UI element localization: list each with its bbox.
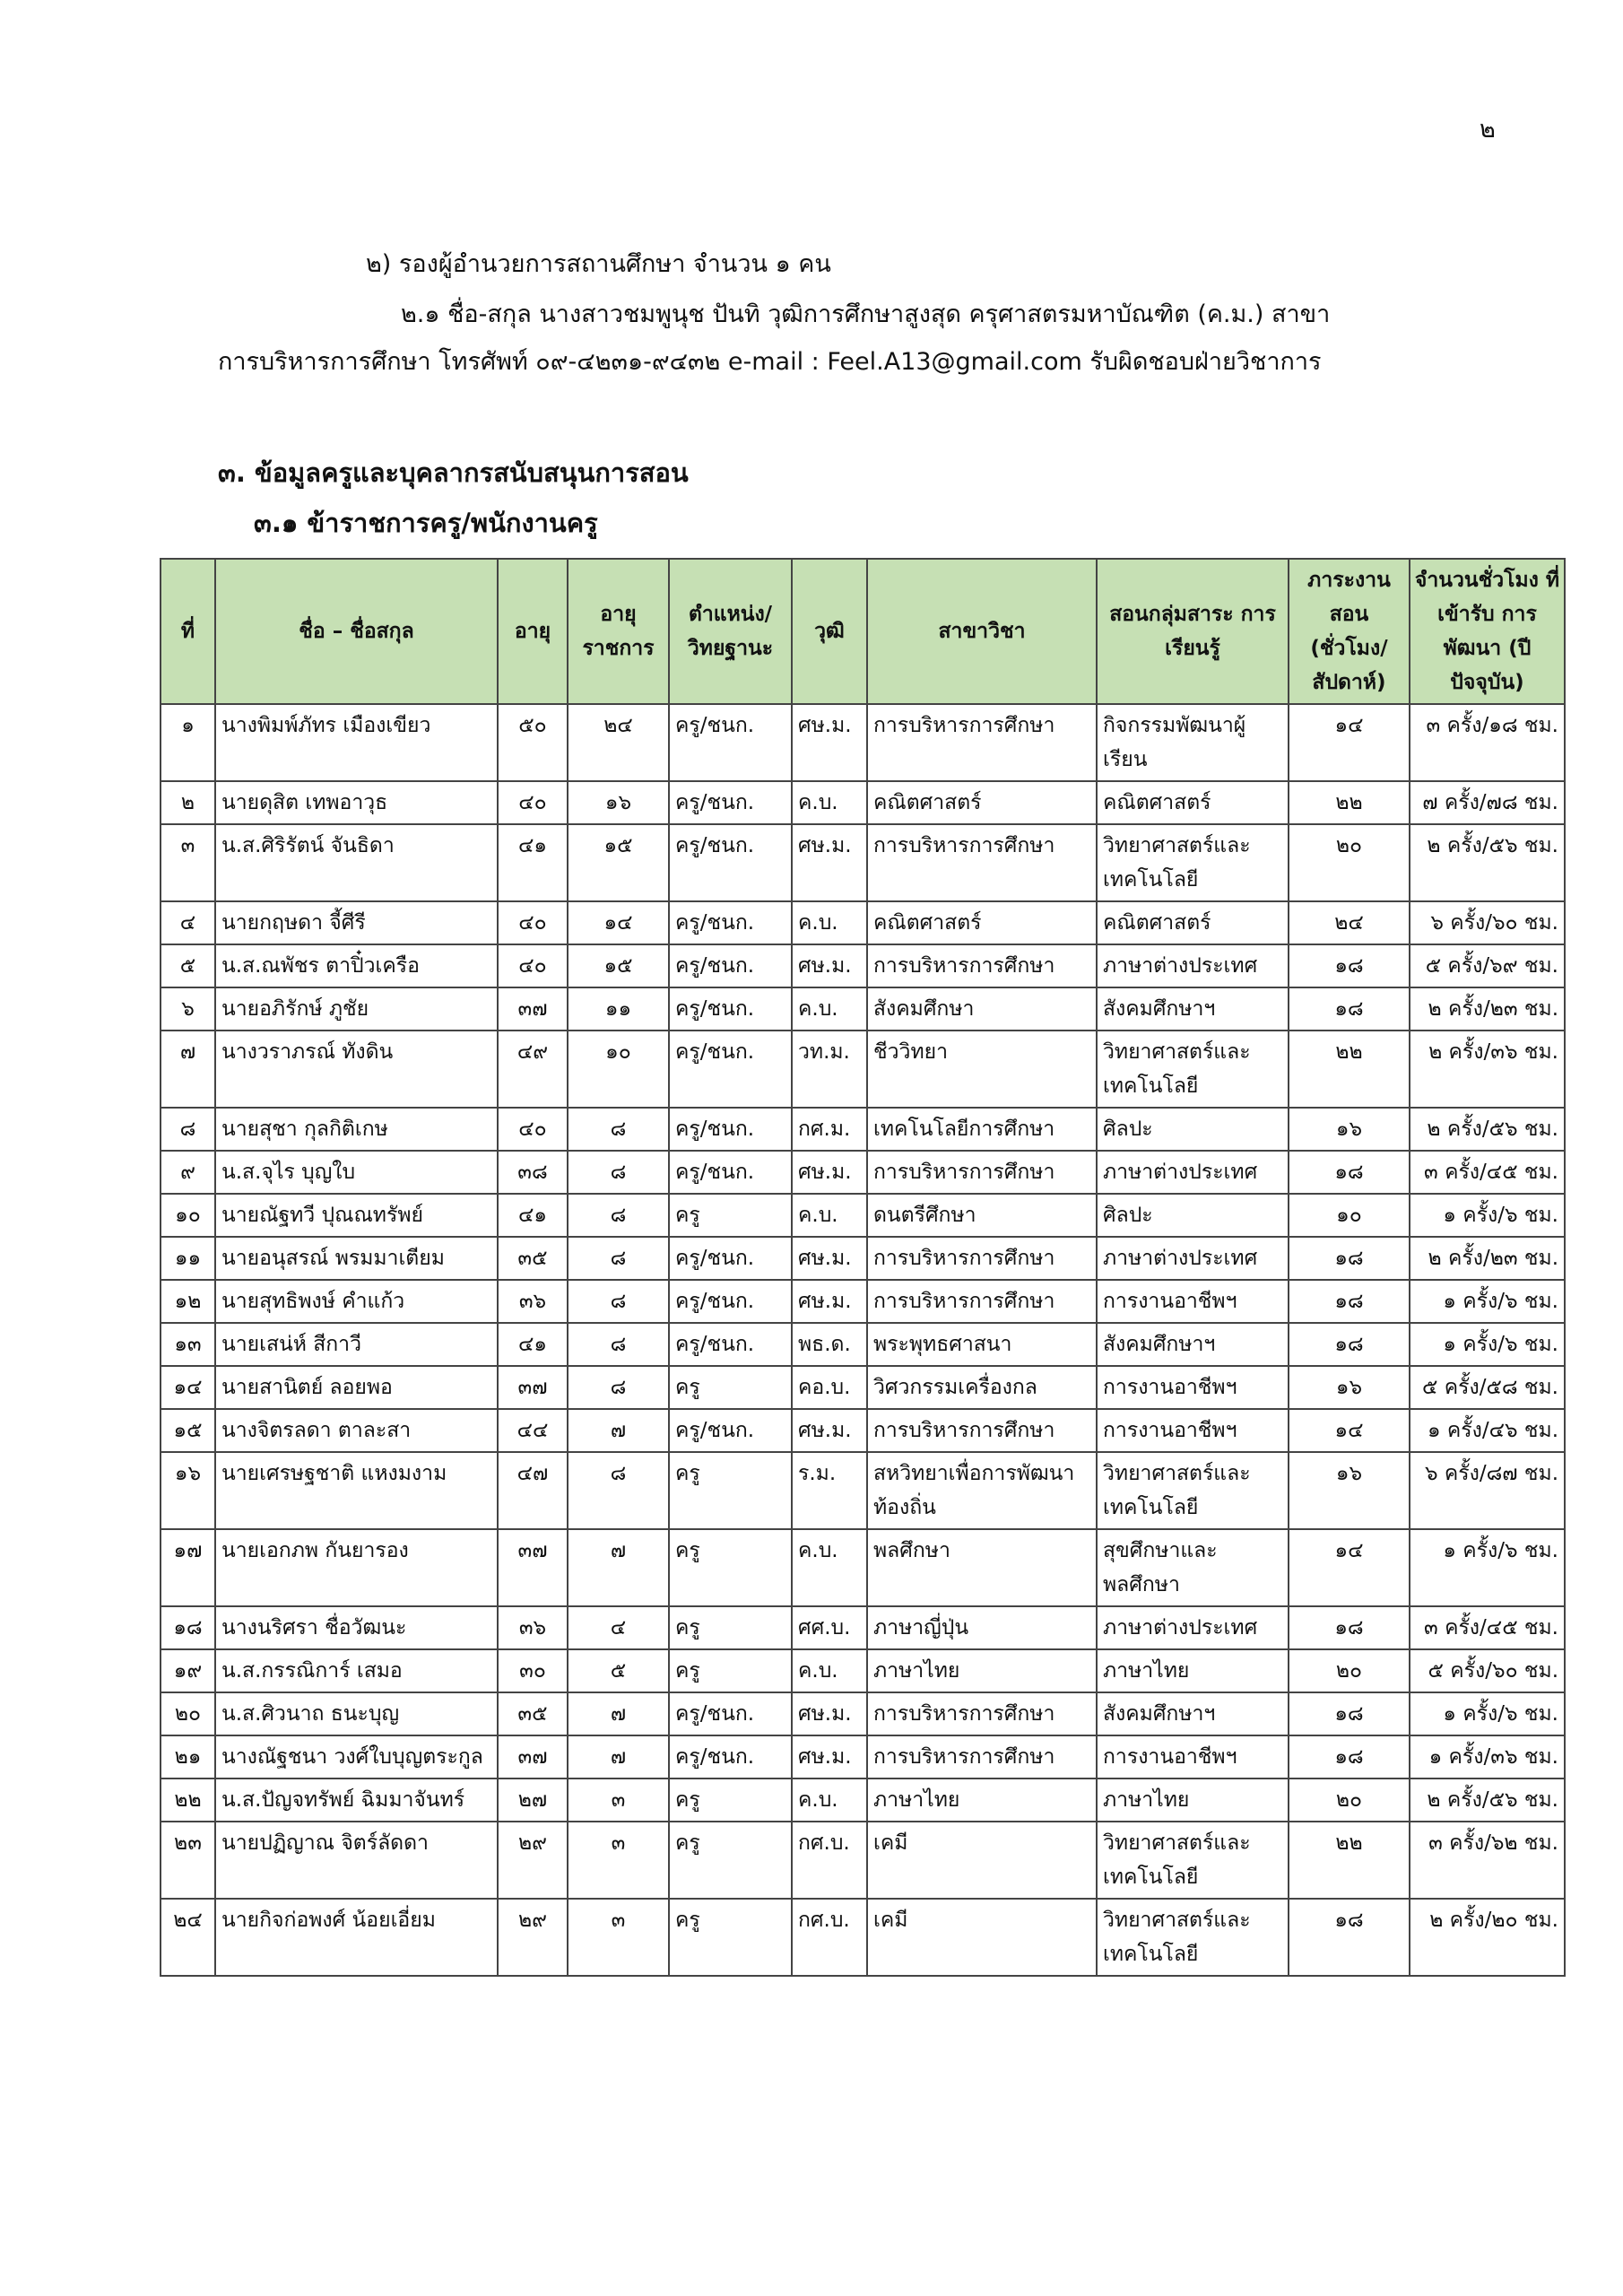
cell-position: ครู bbox=[669, 1366, 792, 1409]
cell-teaching-load: ๑๐ bbox=[1289, 1194, 1410, 1237]
cell-major: การบริหารการศึกษา bbox=[867, 1409, 1097, 1452]
cell-position: ครู/ชนก. bbox=[669, 987, 792, 1031]
cell-training-hours: ๓ ครั้ง/๖๒ ชม. bbox=[1410, 1822, 1565, 1899]
cell-service-years: ๓ bbox=[568, 1822, 669, 1899]
cell-service-years: ๘ bbox=[568, 1194, 669, 1237]
cell-no: ๒๑ bbox=[161, 1735, 215, 1779]
cell-no: ๑๗ bbox=[161, 1529, 215, 1606]
cell-training-hours: ๖ ครั้ง/๘๗ ชม. bbox=[1410, 1452, 1565, 1529]
cell-training-hours: ๑ ครั้ง/๖ ชม. bbox=[1410, 1323, 1565, 1366]
table-row bbox=[161, 824, 1565, 901]
section3-subheading: ๓.๑ ข้าราชการครู/พนักงานครู bbox=[254, 508, 598, 538]
cell-name: นางพิมพ์ภัทร เมืองเขียว bbox=[215, 704, 498, 781]
cell-teaching-load: ๑๘ bbox=[1289, 1692, 1410, 1735]
cell-major: เทคโนโลยีการศึกษา bbox=[867, 1108, 1097, 1151]
cell-degree: ค.บ. bbox=[792, 1779, 867, 1822]
table-row bbox=[161, 1779, 1565, 1822]
cell-training-hours: ๑ ครั้ง/๖ ชม. bbox=[1410, 1529, 1565, 1606]
cell-training-hours: ๑ ครั้ง/๔๖ ชม. bbox=[1410, 1409, 1565, 1452]
table-row bbox=[161, 1031, 1565, 1108]
cell-training-hours: ๓ ครั้ง/๑๘ ชม. bbox=[1410, 704, 1565, 781]
cell-teaching-load: ๒๐ bbox=[1289, 824, 1410, 901]
table-row bbox=[161, 1606, 1565, 1649]
cell-position: ครู/ชนก. bbox=[669, 1280, 792, 1323]
cell-age: ๔๑ bbox=[498, 1194, 568, 1237]
cell-age: ๓๗ bbox=[498, 1366, 568, 1409]
cell-teaching-load: ๑๘ bbox=[1289, 1606, 1410, 1649]
cell-training-hours: ๒ ครั้ง/๕๖ ชม. bbox=[1410, 1108, 1565, 1151]
cell-name: นายสุชา กุลกิติเกษ bbox=[215, 1108, 498, 1151]
cell-training-hours: ๕ ครั้ง/๖๐ ชม. bbox=[1410, 1649, 1565, 1692]
cell-name: นางณัฐชนา วงศ์ใบบุญตระกูล bbox=[215, 1735, 498, 1779]
cell-name: น.ส.กรรณิการ์ เสมอ bbox=[215, 1649, 498, 1692]
cell-training-hours: ๒ ครั้ง/๒๓ ชม. bbox=[1410, 987, 1565, 1031]
cell-major: การบริหารการศึกษา bbox=[867, 1237, 1097, 1280]
table-row bbox=[161, 1735, 1565, 1779]
cell-service-years: ๑๑ bbox=[568, 987, 669, 1031]
cell-training-hours: ๒ ครั้ง/๓๖ ชม. bbox=[1410, 1031, 1565, 1108]
cell-teaching-load: ๒๐ bbox=[1289, 1649, 1410, 1692]
cell-training-hours: ๑ ครั้ง/๖ ชม. bbox=[1410, 1692, 1565, 1735]
cell-subject-group: การงานอาชีพฯ bbox=[1097, 1735, 1289, 1779]
cell-no: ๒๒ bbox=[161, 1779, 215, 1822]
cell-subject-group: การงานอาชีพฯ bbox=[1097, 1409, 1289, 1452]
cell-name: นายสุทธิพงษ์ คำแก้ว bbox=[215, 1280, 498, 1323]
cell-name: นายดุสิต เทพอาวุธ bbox=[215, 781, 498, 824]
cell-age: ๓๗ bbox=[498, 1529, 568, 1606]
cell-age: ๓๕ bbox=[498, 1692, 568, 1735]
cell-service-years: ๔ bbox=[568, 1606, 669, 1649]
cell-major: เคมี bbox=[867, 1899, 1097, 1976]
cell-teaching-load: ๑๘ bbox=[1289, 1151, 1410, 1194]
header-major: สาขาวิชา bbox=[867, 559, 1097, 704]
cell-degree: ศษ.ม. bbox=[792, 1735, 867, 1779]
cell-position: ครู bbox=[669, 1194, 792, 1237]
cell-position: ครู/ชนก. bbox=[669, 1151, 792, 1194]
table-row bbox=[161, 1108, 1565, 1151]
cell-service-years: ๓ bbox=[568, 1779, 669, 1822]
cell-subject-group: ภาษาต่างประเทศ bbox=[1097, 1151, 1289, 1194]
cell-degree: ศษ.ม. bbox=[792, 1237, 867, 1280]
cell-subject-group: ภาษาต่างประเทศ bbox=[1097, 1606, 1289, 1649]
page-number: ๒ bbox=[1480, 116, 1496, 144]
cell-major: ดนตรีศึกษา bbox=[867, 1194, 1097, 1237]
cell-position: ครู/ชนก. bbox=[669, 901, 792, 944]
cell-teaching-load: ๑๘ bbox=[1289, 1237, 1410, 1280]
cell-major: คณิตศาสตร์ bbox=[867, 901, 1097, 944]
cell-name: นางวราภรณ์ ทังดิน bbox=[215, 1031, 498, 1108]
cell-training-hours: ๖ ครั้ง/๖๐ ชม. bbox=[1410, 901, 1565, 944]
cell-major: ภาษาญี่ปุ่น bbox=[867, 1606, 1097, 1649]
cell-subject-group: ภาษาไทย bbox=[1097, 1779, 1289, 1822]
cell-age: ๒๙ bbox=[498, 1822, 568, 1899]
cell-training-hours: ๒ ครั้ง/๒๐ ชม. bbox=[1410, 1899, 1565, 1976]
cell-no: ๑๖ bbox=[161, 1452, 215, 1529]
cell-service-years: ๒๔ bbox=[568, 704, 669, 781]
cell-name: นายณัฐทวี ปุณณทรัพย์ bbox=[215, 1194, 498, 1237]
cell-age: ๒๗ bbox=[498, 1779, 568, 1822]
cell-training-hours: ๑ ครั้ง/๓๖ ชม. bbox=[1410, 1735, 1565, 1779]
cell-service-years: ๘ bbox=[568, 1366, 669, 1409]
cell-training-hours: ๓ ครั้ง/๔๕ ชม. bbox=[1410, 1151, 1565, 1194]
cell-no: ๘ bbox=[161, 1108, 215, 1151]
cell-age: ๔๑ bbox=[498, 824, 568, 901]
cell-service-years: ๑๐ bbox=[568, 1031, 669, 1108]
cell-degree: กศ.ม. bbox=[792, 1108, 867, 1151]
cell-teaching-load: ๒๒ bbox=[1289, 1031, 1410, 1108]
cell-age: ๔๐ bbox=[498, 1108, 568, 1151]
cell-major: การบริหารการศึกษา bbox=[867, 1692, 1097, 1735]
cell-age: ๕๐ bbox=[498, 704, 568, 781]
cell-degree: กศ.บ. bbox=[792, 1822, 867, 1899]
cell-name: นายอภิรักษ์ ภูชัย bbox=[215, 987, 498, 1031]
cell-no: ๒๐ bbox=[161, 1692, 215, 1735]
cell-service-years: ๗ bbox=[568, 1529, 669, 1606]
cell-subject-group: คณิตศาสตร์ bbox=[1097, 901, 1289, 944]
cell-teaching-load: ๒๒ bbox=[1289, 1822, 1410, 1899]
table-row bbox=[161, 944, 1565, 987]
cell-teaching-load: ๑๖ bbox=[1289, 1452, 1410, 1529]
cell-name: น.ส.ณพัชร ตาปิ๋วเครือ bbox=[215, 944, 498, 987]
cell-subject-group: กิจกรรมพัฒนาผู้เรียน bbox=[1097, 704, 1289, 781]
cell-position: ครู bbox=[669, 1822, 792, 1899]
cell-degree: ค.บ. bbox=[792, 1529, 867, 1606]
cell-teaching-load: ๑๘ bbox=[1289, 1735, 1410, 1779]
cell-degree: ค.บ. bbox=[792, 901, 867, 944]
cell-name: นายเสน่ห์ สีกาวี bbox=[215, 1323, 498, 1366]
cell-no: ๑๐ bbox=[161, 1194, 215, 1237]
cell-position: ครู/ชนก. bbox=[669, 1692, 792, 1735]
cell-position: ครู/ชนก. bbox=[669, 1409, 792, 1452]
cell-major: การบริหารการศึกษา bbox=[867, 944, 1097, 987]
cell-position: ครู/ชนก. bbox=[669, 944, 792, 987]
cell-teaching-load: ๑๘ bbox=[1289, 987, 1410, 1031]
cell-name: นายปฏิญาณ จิตร์ลัดดา bbox=[215, 1822, 498, 1899]
cell-major: การบริหารการศึกษา bbox=[867, 1735, 1097, 1779]
cell-no: ๑๑ bbox=[161, 1237, 215, 1280]
cell-degree: กศ.บ. bbox=[792, 1899, 867, 1976]
cell-major: การบริหารการศึกษา bbox=[867, 1151, 1097, 1194]
cell-teaching-load: ๑๖ bbox=[1289, 1366, 1410, 1409]
table-row bbox=[161, 1649, 1565, 1692]
cell-teaching-load: ๑๘ bbox=[1289, 1280, 1410, 1323]
cell-service-years: ๕ bbox=[568, 1649, 669, 1692]
cell-subject-group: สังคมศึกษาฯ bbox=[1097, 987, 1289, 1031]
cell-age: ๔๐ bbox=[498, 901, 568, 944]
header-age: อายุ bbox=[498, 559, 568, 704]
cell-subject-group: วิทยาศาสตร์และเทคโนโลยี bbox=[1097, 1899, 1289, 1976]
cell-subject-group: วิทยาศาสตร์และเทคโนโลยี bbox=[1097, 824, 1289, 901]
cell-position: ครู/ชนก. bbox=[669, 1108, 792, 1151]
cell-degree: ค.บ. bbox=[792, 987, 867, 1031]
cell-no: ๑๘ bbox=[161, 1606, 215, 1649]
cell-no: ๑๔ bbox=[161, 1366, 215, 1409]
cell-no: ๑๙ bbox=[161, 1649, 215, 1692]
cell-service-years: ๗ bbox=[568, 1735, 669, 1779]
cell-no: ๒๓ bbox=[161, 1822, 215, 1899]
cell-major: ชีววิทยา bbox=[867, 1031, 1097, 1108]
header-no: ที่ bbox=[161, 559, 215, 704]
cell-subject-group: คณิตศาสตร์ bbox=[1097, 781, 1289, 824]
cell-position: ครู/ชนก. bbox=[669, 824, 792, 901]
cell-subject-group: สังคมศึกษาฯ bbox=[1097, 1692, 1289, 1735]
cell-service-years: ๘ bbox=[568, 1108, 669, 1151]
cell-major: คณิตศาสตร์ bbox=[867, 781, 1097, 824]
table-header-row bbox=[161, 559, 1565, 704]
table-row bbox=[161, 1899, 1565, 1976]
cell-name: นางนริศรา ชื่อวัฒนะ bbox=[215, 1606, 498, 1649]
cell-degree: ศศ.บ. bbox=[792, 1606, 867, 1649]
cell-position: ครู bbox=[669, 1452, 792, 1529]
cell-degree: ศษ.ม. bbox=[792, 704, 867, 781]
cell-no: ๑๕ bbox=[161, 1409, 215, 1452]
cell-service-years: ๑๖ bbox=[568, 781, 669, 824]
cell-no: ๑ bbox=[161, 704, 215, 781]
cell-service-years: ๘ bbox=[568, 1323, 669, 1366]
table-row bbox=[161, 1692, 1565, 1735]
cell-subject-group: วิทยาศาสตร์และเทคโนโลยี bbox=[1097, 1031, 1289, 1108]
cell-major: การบริหารการศึกษา bbox=[867, 824, 1097, 901]
cell-teaching-load: ๑๘ bbox=[1289, 1899, 1410, 1976]
cell-service-years: ๘ bbox=[568, 1237, 669, 1280]
cell-service-years: ๗ bbox=[568, 1409, 669, 1452]
cell-degree: ค.บ. bbox=[792, 1649, 867, 1692]
header-teaching-load: ภาระงาน สอน (ชั่วโมง/ สัปดาห์) bbox=[1289, 559, 1410, 704]
cell-age: ๔๐ bbox=[498, 781, 568, 824]
cell-position: ครู bbox=[669, 1529, 792, 1606]
header-subject-group: สอนกลุ่มสาระ การเรียนรู้ bbox=[1097, 559, 1289, 704]
cell-training-hours: ๑ ครั้ง/๖ ชม. bbox=[1410, 1280, 1565, 1323]
cell-teaching-load: ๒๐ bbox=[1289, 1779, 1410, 1822]
cell-service-years: ๑๔ bbox=[568, 901, 669, 944]
cell-subject-group: ศิลปะ bbox=[1097, 1108, 1289, 1151]
table-row bbox=[161, 1151, 1565, 1194]
cell-age: ๔๐ bbox=[498, 944, 568, 987]
cell-subject-group: สุขศึกษาและพลศึกษา bbox=[1097, 1529, 1289, 1606]
table-row bbox=[161, 1194, 1565, 1237]
cell-teaching-load: ๑๔ bbox=[1289, 704, 1410, 781]
cell-teaching-load: ๑๖ bbox=[1289, 1108, 1410, 1151]
cell-teaching-load: ๒๔ bbox=[1289, 901, 1410, 944]
cell-degree: ร.ม. bbox=[792, 1452, 867, 1529]
cell-teaching-load: ๑๘ bbox=[1289, 1323, 1410, 1366]
cell-no: ๗ bbox=[161, 1031, 215, 1108]
table-row bbox=[161, 1323, 1565, 1366]
table-row bbox=[161, 1366, 1565, 1409]
cell-no: ๑๒ bbox=[161, 1280, 215, 1323]
cell-teaching-load: ๑๔ bbox=[1289, 1409, 1410, 1452]
cell-service-years: ๘ bbox=[568, 1151, 669, 1194]
cell-service-years: ๗ bbox=[568, 1692, 669, 1735]
cell-name: นายเอกภพ กันยารอง bbox=[215, 1529, 498, 1606]
cell-major: เคมี bbox=[867, 1822, 1097, 1899]
cell-major: สหวิทยาเพื่อการพัฒนาท้องถิ่น bbox=[867, 1452, 1097, 1529]
cell-major: พลศึกษา bbox=[867, 1529, 1097, 1606]
cell-name: นายเศรษฐชาติ แหงมงาม bbox=[215, 1452, 498, 1529]
cell-name: นายกฤษดา จี้ศีรี bbox=[215, 901, 498, 944]
table-row bbox=[161, 781, 1565, 824]
cell-position: ครู/ชนก. bbox=[669, 704, 792, 781]
cell-name: นายอนุสรณ์ พรมมาเตียม bbox=[215, 1237, 498, 1280]
cell-position: ครู bbox=[669, 1779, 792, 1822]
cell-no: ๒ bbox=[161, 781, 215, 824]
cell-age: ๓๗ bbox=[498, 987, 568, 1031]
cell-degree: คอ.บ. bbox=[792, 1366, 867, 1409]
cell-training-hours: ๒ ครั้ง/๕๖ ชม. bbox=[1410, 824, 1565, 901]
section2-heading: ๒) รองผู้อำนวยการสถานศึกษา จำนวน ๑ คน bbox=[366, 250, 831, 278]
header-name: ชื่อ – ชื่อสกุล bbox=[215, 559, 498, 704]
section3-heading: ๓. ข้อมูลครูและบุคลากรสนับสนุนการสอน bbox=[218, 457, 689, 488]
cell-age: ๔๗ bbox=[498, 1452, 568, 1529]
cell-position: ครู bbox=[669, 1606, 792, 1649]
header-service-years: อายุ ราชการ bbox=[568, 559, 669, 704]
cell-age: ๔๔ bbox=[498, 1409, 568, 1452]
cell-subject-group: ภาษาไทย bbox=[1097, 1649, 1289, 1692]
cell-position: ครู/ชนก. bbox=[669, 1735, 792, 1779]
cell-major: พระพุทธศาสนา bbox=[867, 1323, 1097, 1366]
cell-name: น.ส.ศิริรัตน์ จันธิดา bbox=[215, 824, 498, 901]
cell-subject-group: การงานอาชีพฯ bbox=[1097, 1280, 1289, 1323]
cell-name: น.ส.ศิวนาถ ธนะบุญ bbox=[215, 1692, 498, 1735]
cell-service-years: ๓ bbox=[568, 1899, 669, 1976]
cell-no: ๙ bbox=[161, 1151, 215, 1194]
cell-age: ๓๘ bbox=[498, 1151, 568, 1194]
cell-no: ๔ bbox=[161, 901, 215, 944]
cell-teaching-load: ๑๘ bbox=[1289, 944, 1410, 987]
cell-name: นางจิตรลดา ตาละสา bbox=[215, 1409, 498, 1452]
table-row bbox=[161, 987, 1565, 1031]
cell-major: ภาษาไทย bbox=[867, 1779, 1097, 1822]
cell-service-years: ๑๕ bbox=[568, 824, 669, 901]
cell-training-hours: ๕ ครั้ง/๖๙ ชม. bbox=[1410, 944, 1565, 987]
cell-degree: ศษ.ม. bbox=[792, 1280, 867, 1323]
cell-degree: ศษ.ม. bbox=[792, 944, 867, 987]
cell-age: ๓๐ bbox=[498, 1649, 568, 1692]
table-row bbox=[161, 1529, 1565, 1606]
cell-no: ๖ bbox=[161, 987, 215, 1031]
cell-age: ๔๑ bbox=[498, 1323, 568, 1366]
header-training-hours: จำนวนชั่วโมง ที่เข้ารับ การพัฒนา (ปีปัจจุบัน) bbox=[1410, 559, 1565, 704]
cell-training-hours: ๕ ครั้ง/๕๘ ชม. bbox=[1410, 1366, 1565, 1409]
cell-degree: ศษ.ม. bbox=[792, 824, 867, 901]
cell-name: น.ส.ปัญจทรัพย์ ฉิมมาจันทร์ bbox=[215, 1779, 498, 1822]
cell-subject-group: วิทยาศาสตร์และเทคโนโลยี bbox=[1097, 1822, 1289, 1899]
cell-subject-group: วิทยาศาสตร์และเทคโนโลยี bbox=[1097, 1452, 1289, 1529]
cell-name: นายสานิตย์ ลอยพอ bbox=[215, 1366, 498, 1409]
table-row bbox=[161, 901, 1565, 944]
cell-degree: ค.บ. bbox=[792, 1194, 867, 1237]
table-row bbox=[161, 1280, 1565, 1323]
cell-degree: ศษ.ม. bbox=[792, 1692, 867, 1735]
cell-degree: ค.บ. bbox=[792, 781, 867, 824]
cell-no: ๓ bbox=[161, 824, 215, 901]
cell-degree: วท.ม. bbox=[792, 1031, 867, 1108]
header-position: ตำแหน่ง/ วิทยฐานะ bbox=[669, 559, 792, 704]
cell-training-hours: ๒ ครั้ง/๕๖ ชม. bbox=[1410, 1779, 1565, 1822]
header-degree: วุฒิ bbox=[792, 559, 867, 704]
table-row bbox=[161, 704, 1565, 781]
cell-degree: ศษ.ม. bbox=[792, 1151, 867, 1194]
cell-degree: ศษ.ม. bbox=[792, 1409, 867, 1452]
cell-age: ๓๖ bbox=[498, 1606, 568, 1649]
deputy-director-line1: ๒.๑ ชื่อ-สกุล นางสาวชมพูนุช ปันทิ วุฒิการศึกษาสูงสุด ครุศาสตรมหาบัณฑิต (ค.ม.) สาขา bbox=[401, 300, 1331, 328]
cell-service-years: ๑๕ bbox=[568, 944, 669, 987]
cell-major: วิศวกรรมเครื่องกล bbox=[867, 1366, 1097, 1409]
table-row bbox=[161, 1237, 1565, 1280]
cell-age: ๓๕ bbox=[498, 1237, 568, 1280]
cell-degree: พธ.ด. bbox=[792, 1323, 867, 1366]
cell-training-hours: ๗ ครั้ง/๗๘ ชม. bbox=[1410, 781, 1565, 824]
table-row bbox=[161, 1822, 1565, 1899]
cell-age: ๓๗ bbox=[498, 1735, 568, 1779]
cell-age: ๓๖ bbox=[498, 1280, 568, 1323]
cell-training-hours: ๓ ครั้ง/๔๕ ชม. bbox=[1410, 1606, 1565, 1649]
cell-no: ๑๓ bbox=[161, 1323, 215, 1366]
cell-subject-group: การงานอาชีพฯ bbox=[1097, 1366, 1289, 1409]
cell-subject-group: สังคมศึกษาฯ bbox=[1097, 1323, 1289, 1366]
deputy-director-line2: การบริหารการศึกษา โทรศัพท์ ๐๙-๔๒๓๑-๙๔๓๒ e-mail : Feel.A13@gmail.com รับผิดชอบฝ่ายวิชาการ bbox=[218, 348, 1322, 376]
table-row bbox=[161, 1409, 1565, 1452]
cell-age: ๔๙ bbox=[498, 1031, 568, 1108]
cell-major: การบริหารการศึกษา bbox=[867, 1280, 1097, 1323]
table-row bbox=[161, 1452, 1565, 1529]
cell-no: ๕ bbox=[161, 944, 215, 987]
cell-service-years: ๘ bbox=[568, 1452, 669, 1529]
cell-major: การบริหารการศึกษา bbox=[867, 704, 1097, 781]
cell-subject-group: ภาษาต่างประเทศ bbox=[1097, 944, 1289, 987]
cell-name: น.ส.จุไร บุญใบ bbox=[215, 1151, 498, 1194]
cell-teaching-load: ๒๒ bbox=[1289, 781, 1410, 824]
cell-position: ครู/ชนก. bbox=[669, 781, 792, 824]
cell-training-hours: ๑ ครั้ง/๖ ชม. bbox=[1410, 1194, 1565, 1237]
cell-no: ๒๔ bbox=[161, 1899, 215, 1976]
cell-subject-group: ภาษาต่างประเทศ bbox=[1097, 1237, 1289, 1280]
cell-training-hours: ๒ ครั้ง/๒๓ ชม. bbox=[1410, 1237, 1565, 1280]
cell-subject-group: ศิลปะ bbox=[1097, 1194, 1289, 1237]
cell-name: นายกิจก่อพงศ์ น้อยเอี่ยม bbox=[215, 1899, 498, 1976]
cell-service-years: ๘ bbox=[568, 1280, 669, 1323]
cell-age: ๒๙ bbox=[498, 1899, 568, 1976]
cell-major: สังคมศึกษา bbox=[867, 987, 1097, 1031]
cell-position: ครู/ชนก. bbox=[669, 1323, 792, 1366]
cell-position: ครู/ชนก. bbox=[669, 1237, 792, 1280]
teacher-table bbox=[160, 558, 1566, 1977]
cell-position: ครู bbox=[669, 1649, 792, 1692]
cell-major: ภาษาไทย bbox=[867, 1649, 1097, 1692]
cell-position: ครู/ชนก. bbox=[669, 1031, 792, 1108]
cell-position: ครู bbox=[669, 1899, 792, 1976]
cell-teaching-load: ๑๔ bbox=[1289, 1529, 1410, 1606]
